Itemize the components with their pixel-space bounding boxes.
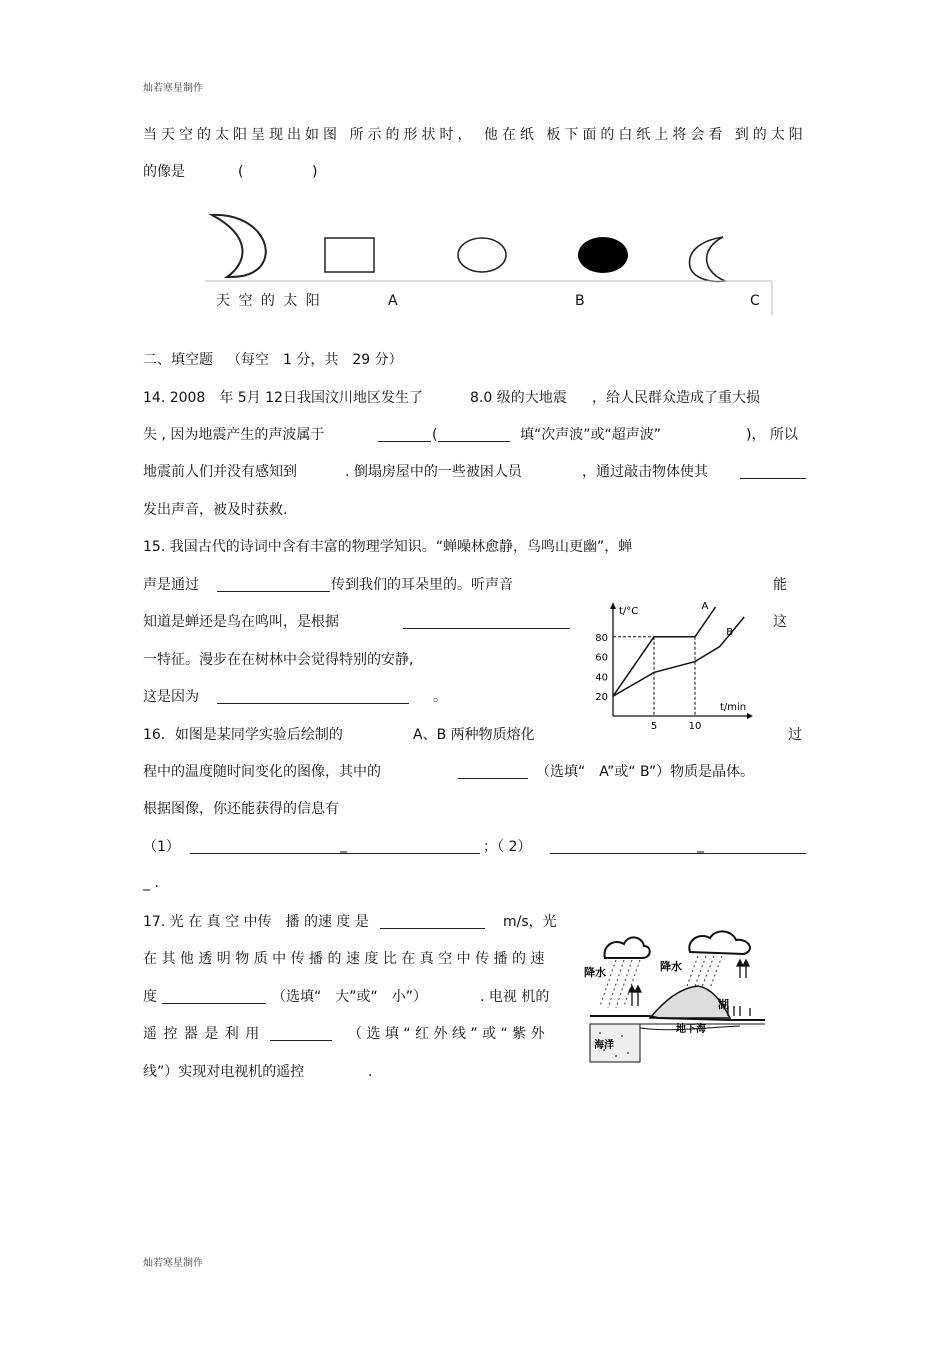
crescent-sun-icon [212, 215, 266, 277]
q16-line4-a: （1） [143, 839, 180, 855]
q15-blank-3[interactable] [217, 689, 409, 704]
q16-blank-1[interactable] [458, 764, 528, 779]
series-label: A [701, 601, 709, 613]
q13-line1: 当天空的太阳呈现出如图 所示的形状时， 他在纸 板下面的白纸上将会看 到的太阳 [143, 127, 807, 143]
ellipse-filled-icon [578, 237, 628, 273]
q14-line2-hint: 填“次声波”或“超声波” [520, 427, 662, 443]
q16-line3: 根据图像，你还能获得的信息有 [143, 801, 339, 817]
q17-line3-c: . 电视 机的 [480, 989, 550, 1005]
y-tick-label: 80 [595, 632, 608, 644]
y-axis-label: t/°C [619, 606, 639, 617]
x-tick-label: 5 [650, 721, 658, 732]
y-tick-label: 60 [595, 652, 608, 664]
q14-blank-1[interactable] [378, 427, 431, 442]
q15-line2-b: 传到我们的耳朵里的。听声音 [331, 577, 513, 593]
section-score: （每空 1 分，共 29 分） [227, 352, 403, 368]
label-rain-left: 降水 [584, 966, 606, 979]
q16-line5: _ ． [143, 875, 169, 891]
fig-label-b: B [575, 293, 585, 309]
q15-blank-1[interactable] [217, 577, 330, 592]
q14-line4: 发出声音，被及时获救. [143, 502, 288, 518]
q15-line4: 一特征。漫步在在树林中会觉得特别的安静, [143, 652, 414, 668]
q17-blank-2[interactable] [162, 989, 266, 1004]
melting-curve-chart [580, 598, 760, 738]
q16-line4-b: _ [340, 837, 347, 853]
q17-line1-a: 17. 光 在 真 空 中传 播 的速 度 是 [143, 914, 369, 930]
q16-line1-a: 16．如图是某同学实验后绘制的 [143, 727, 343, 743]
q13-bracket-close: ) [312, 164, 318, 180]
series-line-A [613, 607, 716, 696]
q17-blank-3[interactable] [270, 1026, 332, 1041]
q17-line5-a: 线”）实现对电视机的遥控 [143, 1064, 305, 1080]
page-footer: 灿若寒星制作 [143, 1258, 203, 1269]
q16-line1-c: 过 [788, 727, 802, 743]
q14-line1-c: ，给人民群众造成了重大损 [592, 390, 760, 406]
q15-line1: 15. 我国古代的诗词中含有丰富的物理学知识。“蝉噪林愈静，鸟鸣山更幽”，蝉 [143, 539, 633, 555]
label-ground: 地下海 [676, 1024, 706, 1035]
q16-line1-b: A、B 两种物质熔化 [413, 727, 535, 743]
q13-line2-a: 的像是 [143, 164, 185, 180]
q16-line2-a: 程中的温度随时间变化的图像，其中的 [143, 764, 381, 780]
q15-line3-a: 知道是蝉还是鸟在鸣叫，是根据 [143, 614, 339, 630]
q14-line2-d: )， 所以 [746, 427, 798, 443]
series-label: B [726, 627, 734, 638]
cloud-right-icon [689, 931, 750, 954]
fig-label-c: C [750, 293, 760, 309]
water-cycle-figure [580, 928, 770, 1068]
q16-line4-c: ；（ 2） [483, 839, 532, 855]
label-lake: 湖 [718, 998, 729, 1011]
q17-blank-1[interactable] [380, 914, 485, 929]
y-axis-arrow-icon [610, 602, 616, 609]
q16-line2-b: （选填“ A”或“ B”）物质是晶体。 [536, 764, 755, 780]
rectangle-option-a-icon [325, 238, 374, 272]
label-sea: 海洋 [594, 1040, 614, 1051]
fig-label-sun: 天 空 的 太 阳 [216, 293, 322, 309]
q15-blank-2[interactable] [403, 614, 570, 629]
q14-line2-paren: ( [432, 427, 438, 443]
y-tick-label: 20 [595, 692, 608, 704]
q14-blank-1b[interactable] [438, 427, 510, 442]
q14-line3-a: 地震前人们并没有感知到 [143, 464, 297, 480]
q15-line2-a: 声是通过 [143, 577, 199, 593]
x-tick-label: 10 [688, 721, 702, 732]
q14-line3-b: . 倒塌房屋中的一些被困人员 [345, 464, 522, 480]
x-axis-arrow-icon [747, 713, 753, 719]
q17-line1-b: m/s，光 [503, 914, 557, 930]
label-rain-right: 降水 [660, 960, 682, 973]
q14-line3-c: ，通过敲击物体使其 [582, 464, 708, 480]
q17-line2: 在 其 他 透 明 物 质 中 传 播 的 速 度 比 在 真 空 中 传 播 的 速 [143, 951, 545, 967]
q16-blank-3[interactable] [550, 839, 806, 854]
cloud-left-icon [605, 937, 650, 958]
q17-line3-a: 度 [143, 989, 157, 1005]
ellipse-outline-icon [458, 238, 506, 272]
section-title: 二、填空题 [143, 352, 213, 368]
q14-blank-3[interactable] [740, 464, 806, 479]
q17-line5-b: . [368, 1064, 373, 1080]
q14-line1-b: 8.0 级的大地震 [470, 390, 567, 406]
q13-bracket-open: ( [238, 164, 244, 180]
q17-line3-b: （选填“ 大”或“ 小”） [272, 989, 428, 1005]
q15-line5-a: 这是因为 [143, 689, 199, 705]
q15-line5-b: 。 [433, 689, 447, 705]
series-line-B [613, 617, 744, 696]
q14-line1-a: 14. 2008 年 5月 12日我国汶川地区发生了 [143, 390, 423, 406]
q14-line2-a: 失 , 因为地震产生的声波属于 [143, 427, 325, 443]
q15-line3-b: 这 [773, 614, 787, 630]
q16-line4-d: _ [697, 837, 704, 853]
q17-line4-b: （ 选 填 “ 红 外 线 ” 或 “ 紫 外 [348, 1026, 545, 1042]
crescent-option-c-icon [690, 237, 725, 281]
q17-line4-a: 遥 控 器 是 利 用 [143, 1026, 261, 1042]
q15-line2-c: 能 [773, 577, 787, 593]
q16-blank-2[interactable] [190, 839, 480, 854]
y-tick-label: 40 [595, 672, 608, 684]
x-axis-label: t/min [720, 702, 747, 713]
fig-label-a: A [388, 293, 398, 309]
page-header: 灿若寒星制作 [143, 83, 203, 94]
